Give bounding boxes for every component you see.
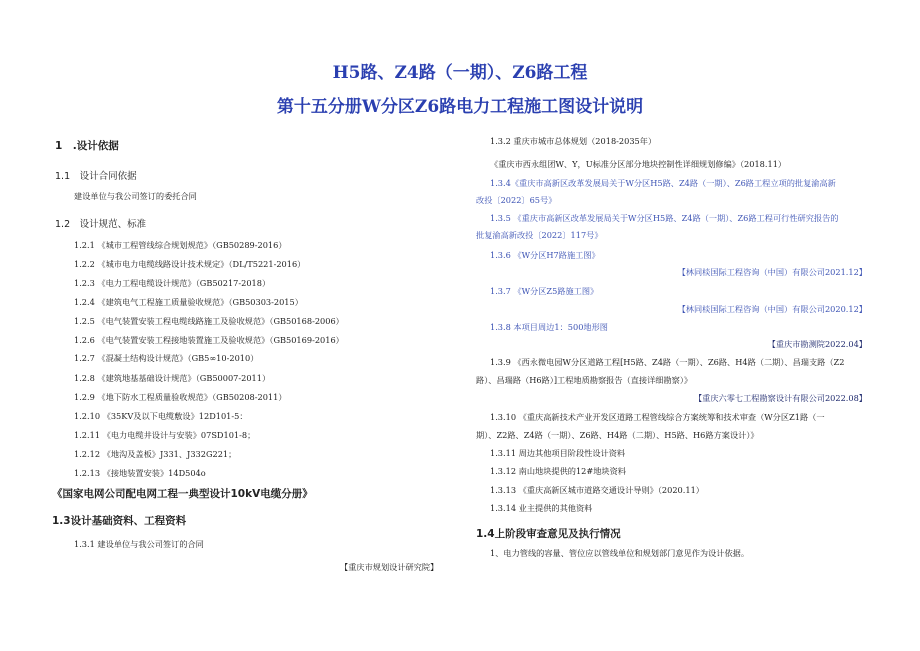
section-heading-1: 1 .设计依据 <box>55 140 119 152</box>
paragraph-plan: 《重庆市西永组团W、Y，U标准分区部分地块控制性详细规划修编》（2018.11） <box>490 159 787 169</box>
section-heading-1-1: 1.1 设计合同依据 <box>55 171 137 182</box>
paragraph-1-3-7: 1.3.7 《W分区Z5路施工图》 <box>490 286 599 296</box>
bottom-institute-label: 【‌重庆市规划设计研究院】 <box>340 562 439 572</box>
document-title-line1: H5路、Z4路（一期）、Z6路工程 <box>332 63 588 83</box>
source-1-3-7: 【林同棪国际工程咨询（中国）有限公司2020.12】 <box>677 304 867 314</box>
guowang-reference: 《国家电网公司配电网工程一典型设计10kV电缆分册》 <box>52 488 313 500</box>
standard-item: 1.2.3 《电力工程电缆设计规范》（GB50217-2018） <box>74 278 271 288</box>
standard-item: 1.2.13 《接地装置安装》14D504o <box>74 468 206 478</box>
document-title-line2: 第十五分册W分区Z6路电力工程施工图设计说明 <box>276 97 644 117</box>
paragraph-1-3-10-cont: 期）、Z2路、Z4路（一期）、Z6路、H4路（二期）、H5路、H6路方案设计）》 <box>476 430 759 440</box>
paragraph-1-3-10: 1.3.10 《重庆高新技术产业开发区道路工程管线综合方案统筹和技术审查（W分区Z1路（一 <box>490 412 825 422</box>
section-heading-1-3: 1.3设计基础资料、工程资料 <box>52 515 187 527</box>
standard-item: 1.2.7 《混凝土结构设计规范》（GB5∞10-2010） <box>74 353 259 363</box>
standard-item: 1.2.10 《35KV及以下电缆敷设》12D101-5： <box>74 411 248 421</box>
paragraph-1-3-8: 1.3.8 本项目周边1：500地形图 <box>490 322 608 332</box>
paragraph-1-3-13: 1.3.13 《重庆高新区城市道路交通设计导则》（2020.11） <box>490 485 704 495</box>
paragraph-1-1: 建设单位与我公司签订的委托合同 <box>74 191 197 201</box>
source-1-3-6: 【林同棪国际工程咨询（中国）有限公司2021.12】 <box>677 267 867 277</box>
paragraph-1-3-1: 1.3.1 建设单位与我公司签订的合同 <box>74 539 204 549</box>
paragraph-1-3-5-cont: 批复渝高新改投〔2022〕117号》 <box>476 230 603 240</box>
standard-item: 1.2.4 《建筑电气工程施工质量验收规范》（GB50303-2015） <box>74 297 303 307</box>
source-1-3-9: 【重庆六零七工程勘察设计有限公司2022.08】 <box>693 393 867 403</box>
paragraph-1-3-9: 1.3.9 《西永微电园W分区道路工程[H5路、Z4路（一期）、Z6路、H4路（二期）、昌瑞支路（Z2 <box>490 357 845 367</box>
paragraph-1-3-2: 1.3.2 重庆市城市总体规划（2018-2035年） <box>490 136 657 146</box>
standard-item: 1.2.5 《电气装置安装工程电缆线路施工及验收规范》（GB50168-2006） <box>74 316 344 326</box>
standard-item: 1.2.2 《城市电力电缆线路设计技术规定》（DL/T5221-2016） <box>74 259 306 269</box>
paragraph-1-3-11: 1.3.11 周边其他项目阶段性设计资料 <box>490 448 626 458</box>
paragraph-1-3-14: 1.3.14 业主提供的其他资料 <box>490 503 593 513</box>
standard-item: 1.2.8 《建筑地基基础设计规范》（GB50007-2011） <box>74 373 271 383</box>
paragraph-1-3-6: 1.3.6 《W分区H7路施工图》 <box>490 250 600 260</box>
standard-item: 1.2.11 《电力电缆井设计与安装》07SD101-8； <box>74 430 256 440</box>
paragraph-1-3-9-cont: 路）、昌瑞路（H6路）]工程地质勘察报告（直接详细勘察）》 <box>476 375 693 385</box>
paragraph-1-3-12: 1.3.12 南山地块提供的12#地块资料 <box>490 466 626 476</box>
section-heading-1-4: 1.4上阶段审查意见及执行情况 <box>476 528 621 540</box>
paragraph-1-3-4: 1.3.4《重庆市高新区改革发展局关于W分区H5路、Z4路（一期）、Z6路工程立项的批复渝高新 <box>490 178 836 188</box>
standard-item: 1.2.6 《电气装置安装工程接地装置施工及验收规范》（GB50169-2016） <box>74 335 344 345</box>
paragraph-1-3-4-cont: 改投〔2022〕65号》 <box>476 195 557 205</box>
standard-item: 1.2.12 《地沟及盖板》J331、J332G221； <box>74 449 237 459</box>
standard-item: 1.2.1 《城市工程管线综合规划规范》（GB50289-2016） <box>74 240 287 250</box>
paragraph-1-4: 1、电力管线的容量、管位应以管线单位和规划部门意见作为设计依据。 <box>490 548 750 558</box>
source-1-3-8: 【重庆市勘测院2022.04】 <box>767 339 867 349</box>
section-heading-1-2: 1.2 设计规范、标准 <box>55 219 147 230</box>
paragraph-1-3-5: 1.3.5 《重庆市高新区改革发展局关于W分区H5路、Z4路（一期）、Z6路工程可行性研究报告的 <box>490 213 839 223</box>
standard-item: 1.2.9 《地下防水工程质量验收规范》（GB50208-2011） <box>74 392 287 402</box>
